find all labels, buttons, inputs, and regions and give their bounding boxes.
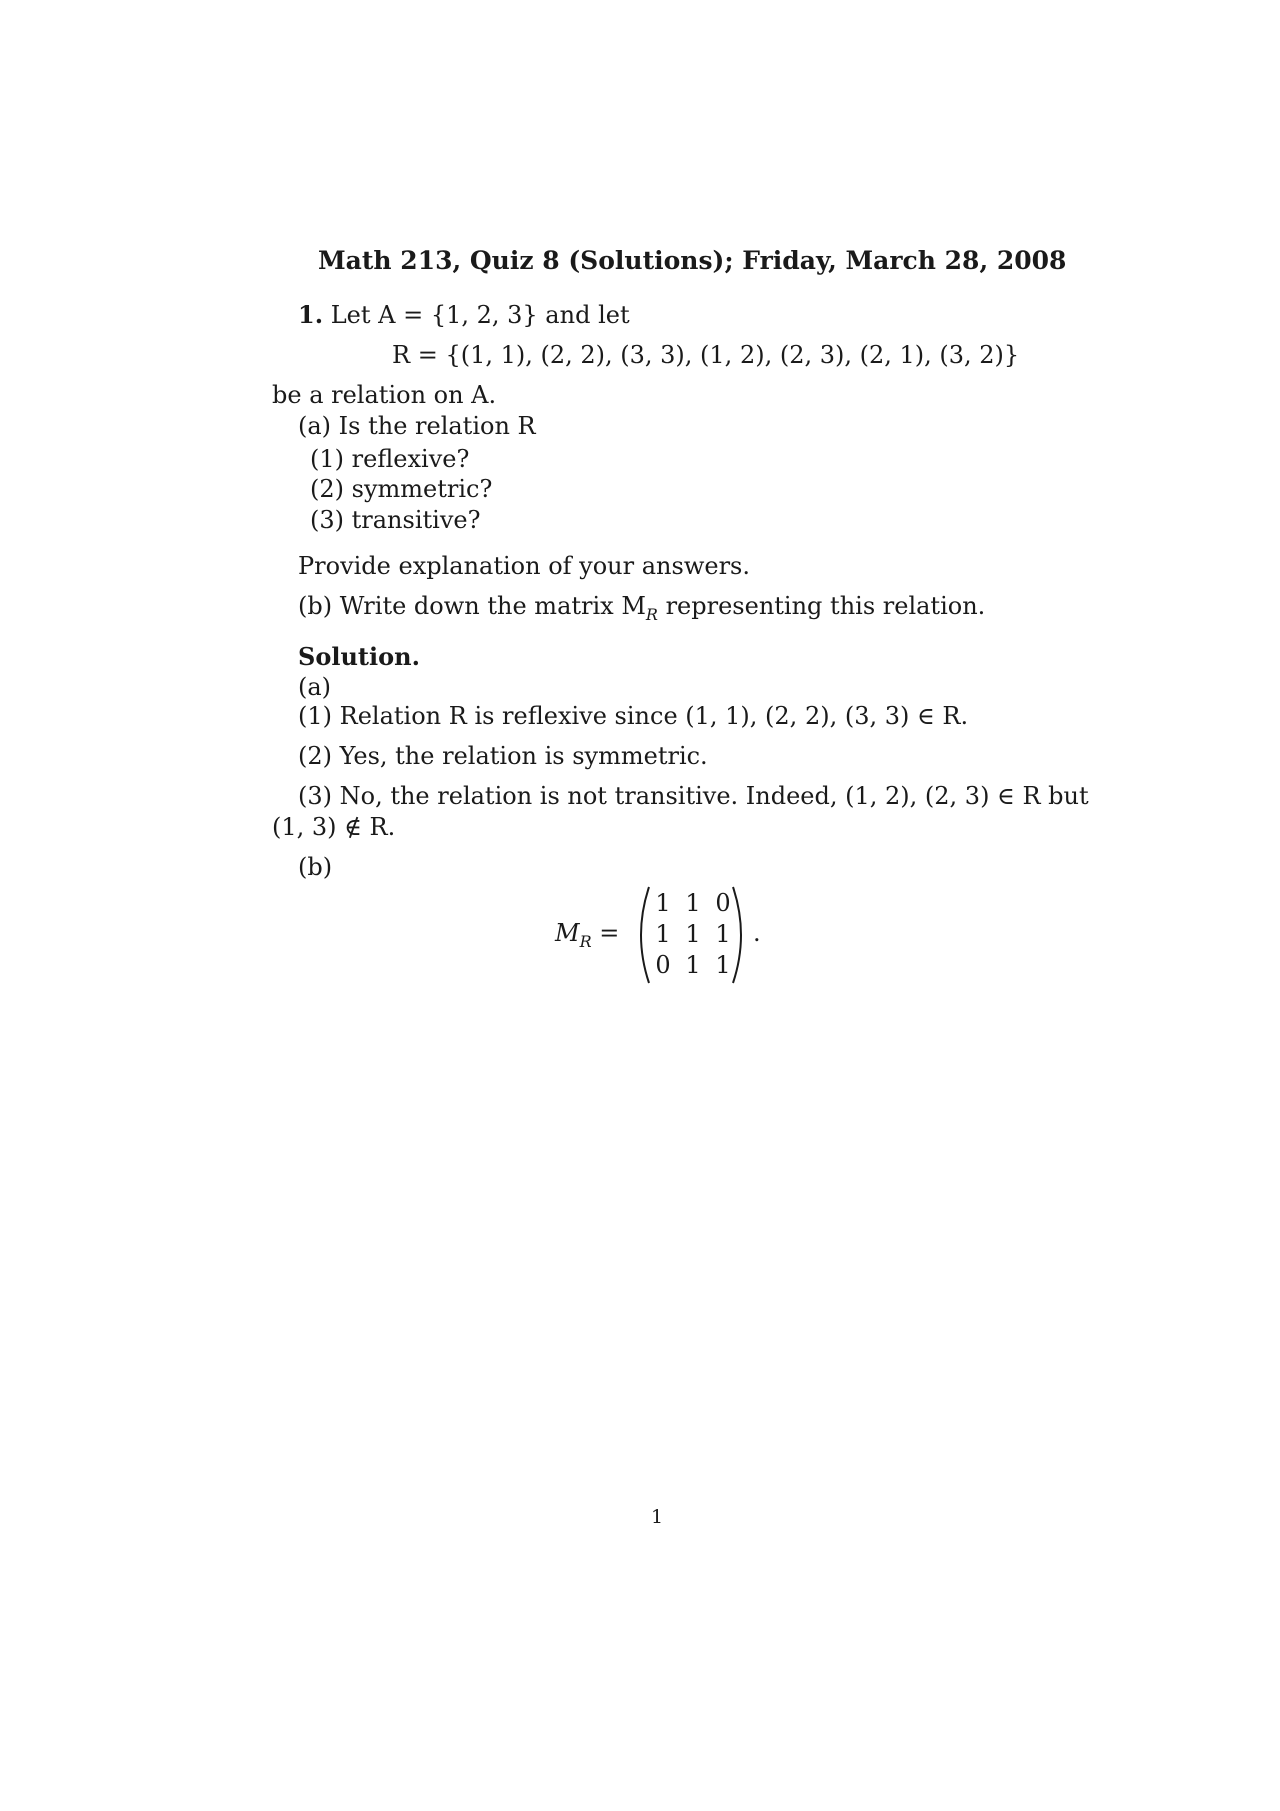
part-a-question: (a) Is the relation R [298,412,536,440]
matrix-row [651,919,735,950]
matrix-row [651,950,735,981]
page-title: Math 213, Quiz 8 (Solutions); Friday, March 28, 2008 [318,246,1067,275]
solution-b-label: (b) [298,853,333,881]
problem-intro: Let A = {1, 2, 3} and let [330,301,630,329]
property-reflexive: (1) reflexive? [310,445,470,473]
relation-matrix [637,885,745,985]
relation-definition: R = {(1, 1), (2, 2), (3, 3), (1, 2), (2, 3), (2, 1), (3, 2)} [392,341,1020,369]
matrix-cell: 1 [685,951,701,979]
explain-instruction: Provide explanation of your answers. [298,552,750,580]
page-number: 1 [651,1506,664,1528]
answer-symmetric: (2) Yes, the relation is symmetric. [298,742,708,770]
matrix-equals: = [591,919,620,947]
matrix-cell: 1 [655,889,671,917]
part-b-pre: (b) Write down the matrix M [298,592,646,620]
problem-number: 1. [298,300,324,329]
matrix-cell: 0 [715,889,731,917]
property-transitive: (3) transitive? [310,506,481,534]
matrix-lhs-symbol: M [555,919,580,947]
problem-intro-line [298,300,630,330]
matrix-cell: 1 [655,920,671,948]
answer-transitive-line1: (3) No, the relation is not transitive. Indeed, (1, 2), (2, 3) ∈ R but [298,782,1089,810]
matrix-period: . [753,919,761,947]
answer-transitive-line2: (1, 3) ∉ R. [272,813,396,841]
relation-on-set: be a relation on A. [272,381,497,409]
matrix-grid [651,888,735,981]
matrix-lhs-subscript: R [579,932,592,951]
matrix-cell: 0 [655,951,671,979]
matrix-lhs [555,919,620,951]
solution-heading: Solution. [298,642,420,671]
matrix-cell: 1 [685,920,701,948]
matrix-row [651,888,735,919]
matrix-cell: 1 [715,951,731,979]
part-b-subscript: R [645,605,658,624]
matrix-cell: 1 [715,920,731,948]
matrix-cell: 1 [685,889,701,917]
part-b-question [298,591,985,624]
part-b-post: representing this relation. [657,592,986,620]
solution-a-label: (a) [298,673,332,701]
property-symmetric: (2) symmetric? [310,475,493,503]
answer-reflexive: (1) Relation R is reflexive since (1, 1), (2, 2), (3, 3) ∈ R. [298,702,969,730]
